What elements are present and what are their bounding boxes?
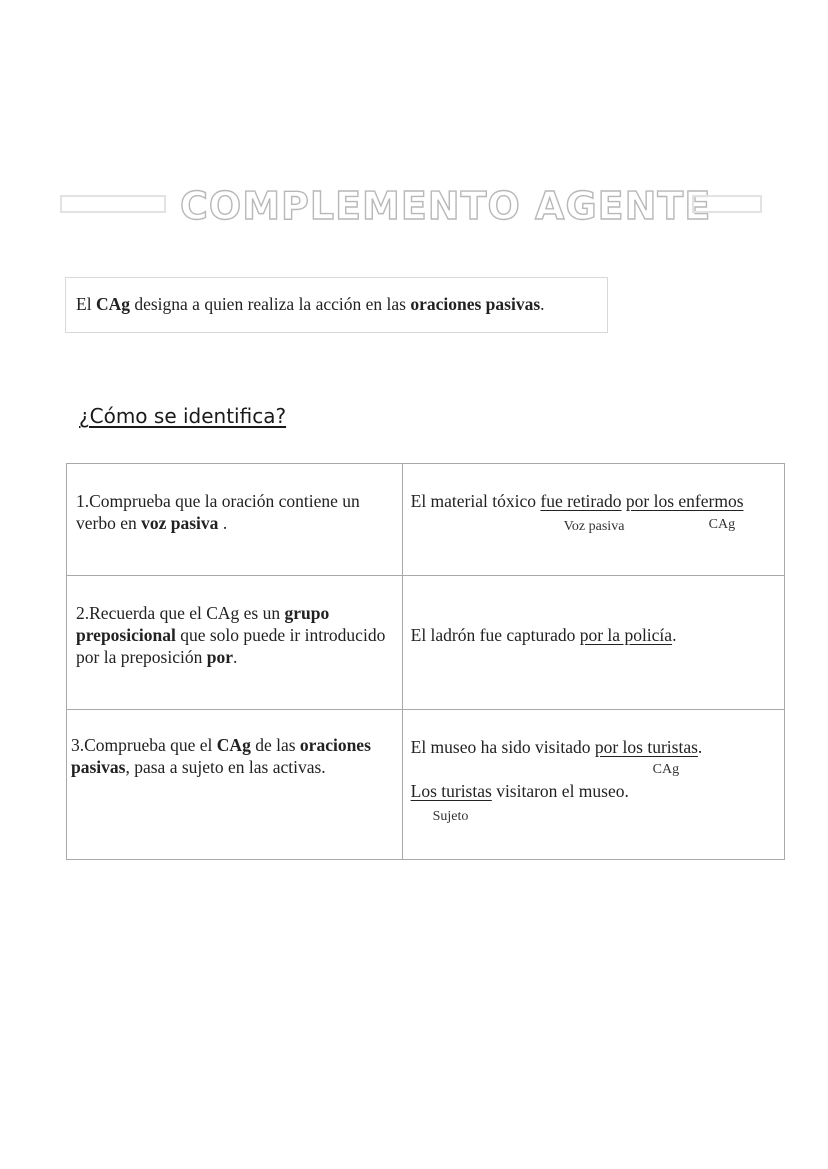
steps-table [66,463,785,860]
title-text: COMPLEMENTO AGENTE [180,184,712,228]
table-row [67,710,785,860]
rule-bold: CAg [216,735,251,755]
table-row [67,576,785,710]
example-sentence-passive [411,736,703,758]
example-text: El material tóxico [410,491,541,511]
rule-bold: por [206,647,233,667]
rule-text: que solo puede ir introducido por la preposición [76,625,386,667]
example-cell [402,710,784,860]
rule-bold: oraciones pasivas [71,735,371,777]
example-text: El museo ha sido visitado [410,737,595,757]
example-sentence-active [411,780,629,802]
definition-text: . [540,294,545,314]
underlined-cag: por los enfermos [625,491,744,511]
rule-text: . [218,513,228,533]
label-voz-pasiva: Voz pasiva [563,519,625,534]
underlined-subject: Los turistas [410,781,492,801]
rule-text: . [232,647,238,667]
example-text: visitaron el museo. [491,781,629,801]
page-title [60,180,762,232]
definition-text: El [76,294,96,314]
rule-bold: voz pasiva [141,513,219,533]
title-decoration-left [60,195,166,213]
underlined-verb: fue retirado [540,491,622,511]
table-row [67,464,785,576]
example-cell [402,576,784,710]
rule-text: , pasa a sujeto en las activas. [125,757,326,777]
underlined-cag: por la policía [579,625,673,645]
rule-text: 2.Recuerda que el CAg es un [76,603,285,623]
rule-text: 1.Comprueba que la oración contiene un verbo en [76,491,360,533]
title-decoration-right [692,195,762,213]
label-sujeto: Sujeto [432,809,469,824]
example-cell [402,464,784,576]
section-heading: ¿Cómo se identifica? [79,404,287,428]
example-sentence [411,624,677,646]
example-text: . [672,625,677,645]
definition-bold-cag: CAg [95,294,130,314]
rule-cell [67,576,403,710]
definition-bold-pasivas: oraciones pasivas [410,294,541,314]
rule-text: de las [250,735,300,755]
rule-cell [67,464,403,576]
rule-bold: grupo preposicional [76,603,330,645]
example-text: . [697,737,703,757]
rule-cell [67,710,403,860]
example-sentence [411,490,744,512]
label-cag: CAg [652,762,680,777]
underlined-cag: por los turistas [594,737,698,757]
definition-text: designa a quien realiza la acción en las [129,294,411,314]
definition-box [65,277,608,333]
label-cag: CAg [708,517,736,532]
example-text: El ladrón fue capturado [410,625,580,645]
rule-text: 3.Comprueba que el [71,735,217,755]
